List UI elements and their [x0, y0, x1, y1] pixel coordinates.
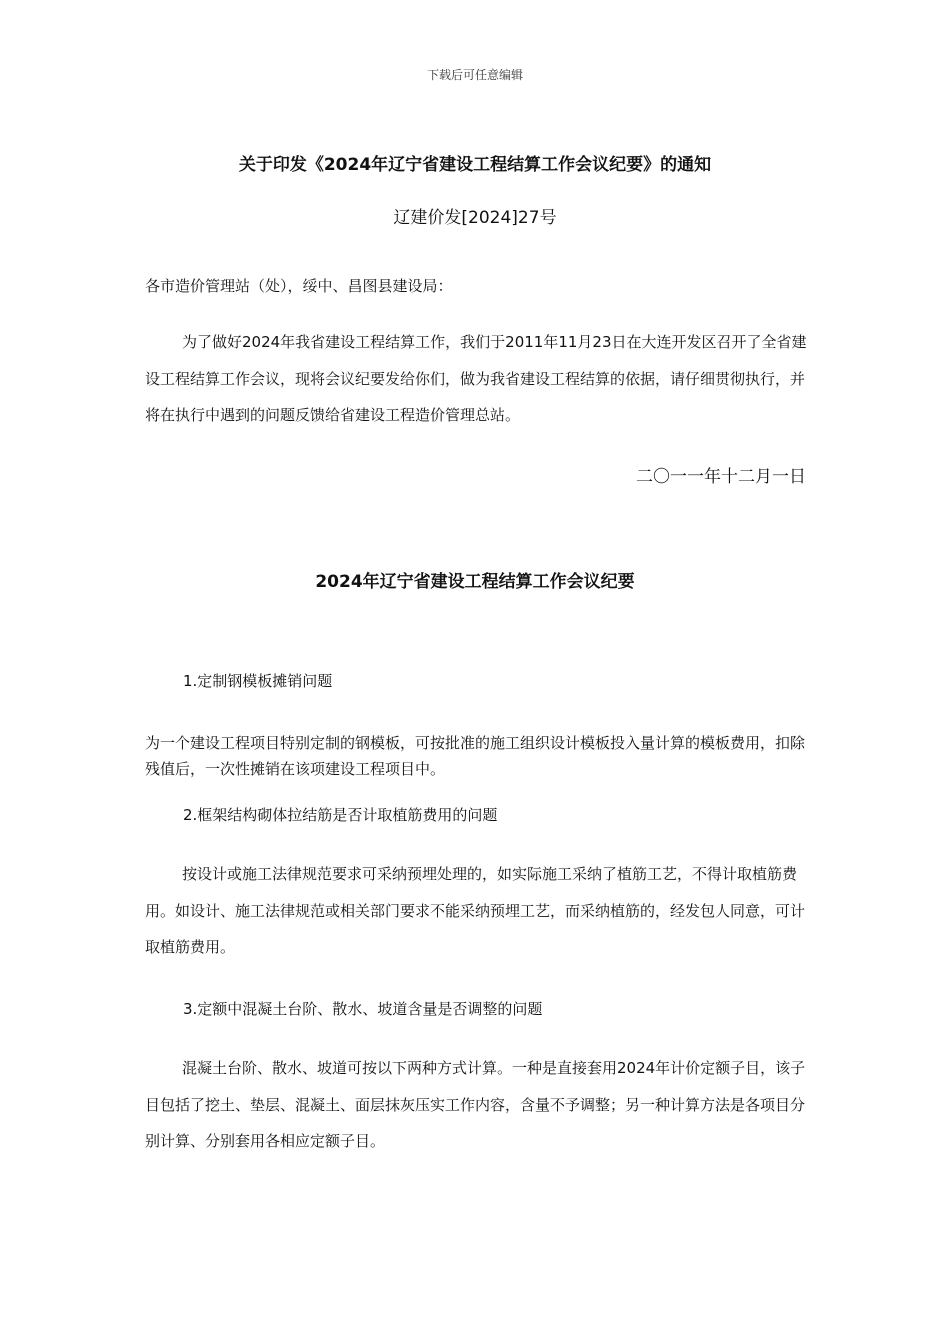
minutes-title: 2024年辽宁省建设工程结算工作会议纪要	[315, 572, 635, 592]
document-number: 辽建价发[2024]27号	[393, 208, 557, 228]
issue-date: 二〇一一年十二月一日	[636, 467, 806, 487]
notice-title: 关于印发《2024年辽宁省建设工程结算工作会议纪要》的通知	[238, 155, 712, 175]
item-heading-3: 3.定额中混凝土台阶、散水、坡道含量是否调整的问题	[183, 1000, 543, 1018]
header-note: 下载后可任意编辑	[426, 68, 523, 82]
item-body-1: 为一个建设工程项目特别定制的钢模板，可按批准的施工组织设计模板投入量计算的模板费用，扣除残值后，一次性摊销在该项建设工程项目中。	[145, 734, 806, 778]
item-heading-1: 1.定制钢模板摊销问题	[183, 672, 333, 690]
salutation: 各市造价管理站（处），绥中、昌图县建设局：	[145, 277, 453, 295]
item-body-3: 混凝土台阶、散水、坡道可按以下两种方式计算。一种是直接套用2024年计价定额子目，该子目包括了挖土、垫层、混凝土、面层抹灰压实工作内容，含量不予调整；另一种计算方法是各项目分别计算、分别套用各相应定额子目。	[145, 1059, 806, 1150]
item-body-2: 按设计或施工法律规范要求可采纳预埋处理的，如实际施工采纳了植筋工艺，不得计取植筋费用。如设计、施工法律规范或相关部门要求不能采纳预埋工艺，而采纳植筋的，经发包人同意，可计取植筋费用。	[145, 865, 806, 956]
item-heading-2: 2.框架结构砌体拉结筋是否计取植筋费用的问题	[183, 806, 498, 824]
intro-paragraph: 为了做好2024年我省建设工程结算工作，我们于2011年11月23日在大连开发区召开了全省建设工程结算工作会议，现将会议纪要发给你们，做为我省建设工程结算的依据，请仔细贯彻执行，并将在执行中遇到的问题反馈给省建设工程造价管理总站。	[145, 333, 807, 424]
